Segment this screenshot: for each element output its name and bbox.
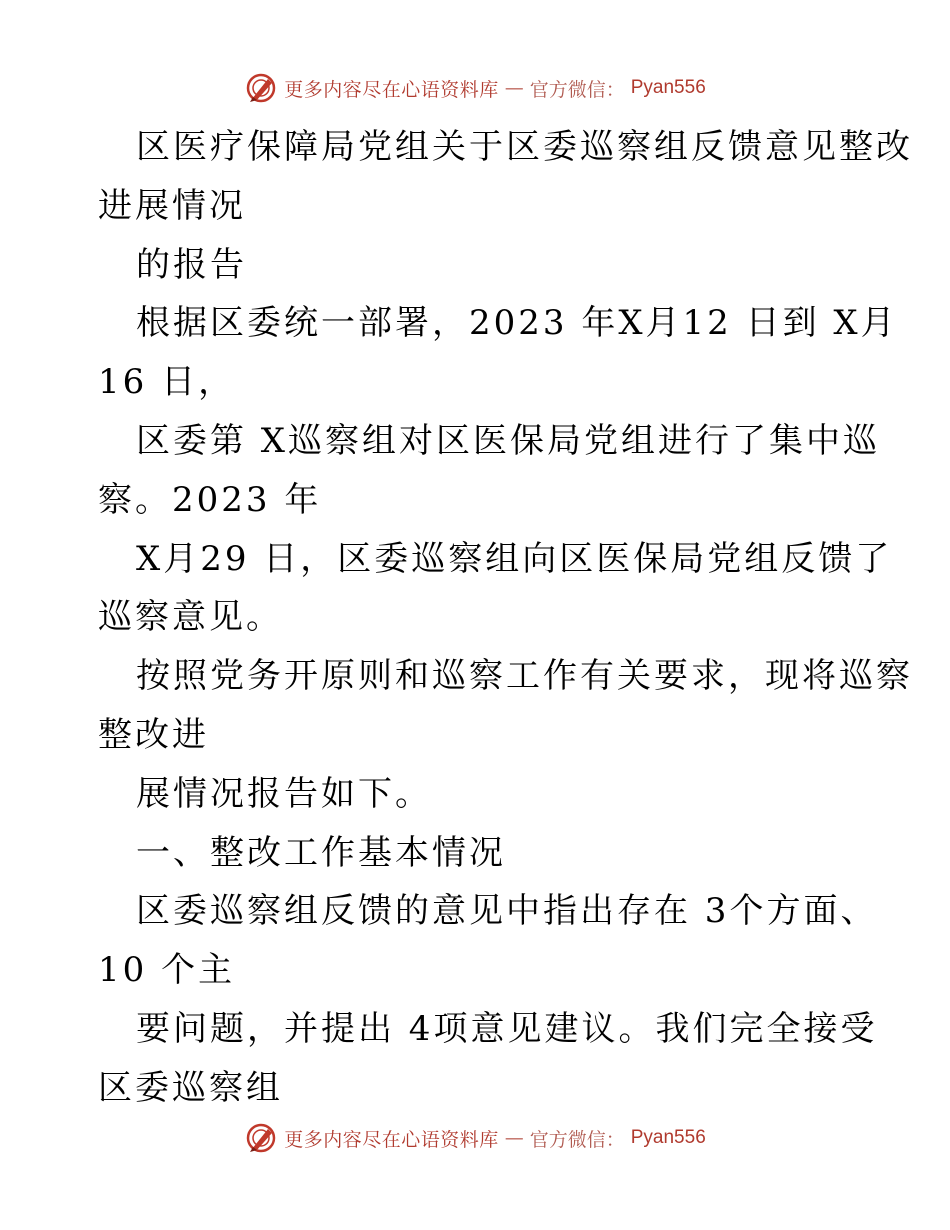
footer-watermark bbox=[0, 1118, 950, 1158]
document-line: 进展情况 bbox=[98, 185, 246, 226]
document-line: 区委巡察组 bbox=[98, 1067, 283, 1108]
document-line: 根据区委统一部署，2023 年X月12 日到 X月 bbox=[136, 303, 898, 344]
document-line: 的报告 bbox=[136, 244, 247, 285]
document-line: 整改进 bbox=[98, 714, 209, 755]
watermark-id: Pyan556 bbox=[630, 77, 706, 98]
pen-logo-icon bbox=[244, 71, 278, 105]
watermark-text: 更多内容尽在心语资料库 bbox=[284, 1128, 499, 1151]
document-line: 区医疗保障局党组关于区委巡察组反馈意见整改 bbox=[136, 127, 913, 167]
document-line: 16 日， bbox=[98, 362, 236, 403]
document-line: 一、整改工作基本情况 bbox=[136, 832, 506, 873]
document-line: 展情况报告如下。 bbox=[136, 773, 432, 814]
document-body bbox=[98, 118, 913, 1118]
document-line: 按照党务开原则和巡察工作有关要求，现将巡察 bbox=[136, 656, 913, 697]
watermark-id: Pyan556 bbox=[630, 1127, 706, 1148]
document-line: 要问题，并提出 4项意见建议。我们完全接受 bbox=[136, 1008, 878, 1049]
document-line: 区委巡察组反馈的意见中指出存在 3个方面、 bbox=[136, 891, 878, 932]
watermark-text: 更多内容尽在心语资料库 bbox=[284, 78, 499, 101]
document-line: X月29 日，区委巡察组向区医保局党组反馈了 bbox=[136, 538, 893, 579]
watermark-label: 官方微信： bbox=[529, 78, 625, 101]
document-line: 10 个主 bbox=[98, 950, 236, 991]
watermark-separator: — bbox=[504, 1127, 524, 1149]
document-line: 察。2023 年 bbox=[98, 479, 322, 520]
watermark-separator: — bbox=[504, 77, 524, 99]
header-watermark bbox=[0, 68, 950, 108]
pen-logo-icon bbox=[244, 1121, 278, 1155]
watermark-label: 官方微信： bbox=[529, 1128, 625, 1151]
document-line: 巡察意见。 bbox=[98, 597, 283, 638]
document-line: 区委第 X巡察组对区医保局党组进行了集中巡 bbox=[136, 420, 881, 461]
